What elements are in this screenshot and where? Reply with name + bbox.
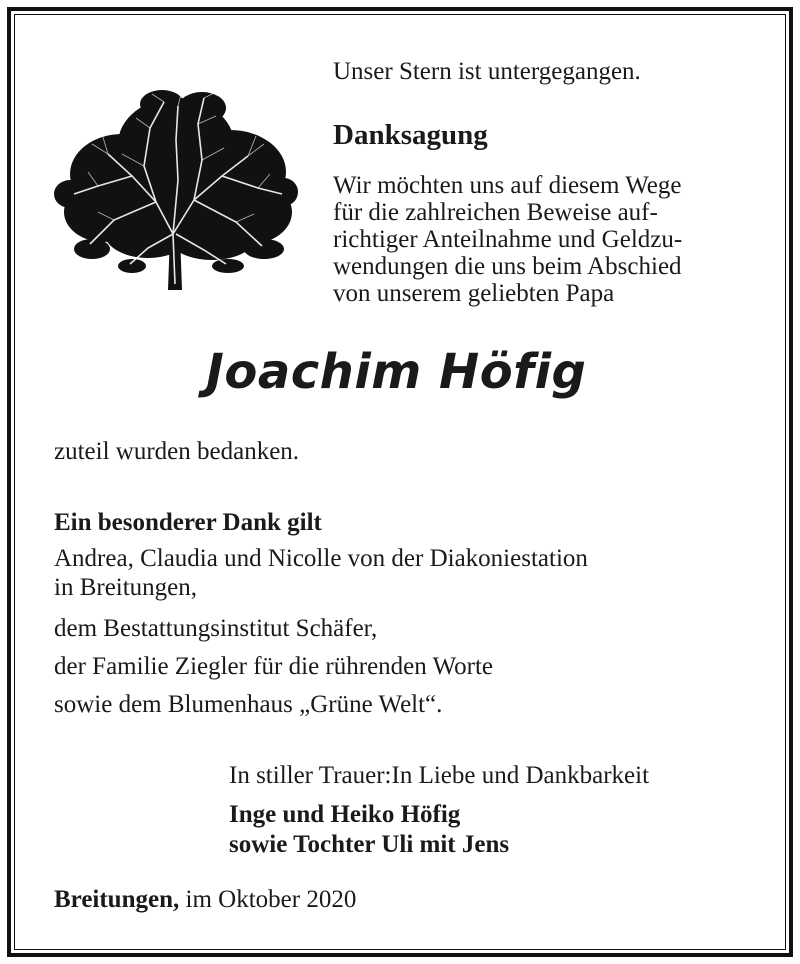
special-thanks-line: der Familie Ziegler für die rührenden Worte [54,653,494,680]
date: im Oktober 2020 [185,886,357,913]
thanks-line: Wir möchten uns auf diesem Wege [333,172,682,199]
place-date [54,884,356,915]
intro-text: Unser Stern ist untergegangen. [333,58,641,85]
thanks-line: für die zahlreichen Beweise auf- [333,199,658,226]
mourning-line: In stiller Trauer:In Liebe und Dankbarkeit [229,762,650,789]
deceased-name: Joachim Höfig [206,344,587,400]
place: Breitungen, [54,886,180,913]
signatory-line: sowie Tochter Uli mit Jens [229,831,510,858]
thanks-line: wendungen die uns beim Abschied [333,253,682,280]
tree-silhouette-icon [52,84,300,294]
thanks-line: richtiger Anteilnahme und Geldzu- [333,226,683,253]
special-thanks-line: dem Bestattungsinstitut Schäfer, [54,615,378,642]
signatory-line: Inge und Heiko Höfig [229,801,461,828]
special-thanks-line: in Breitungen, [54,574,198,601]
special-thanks-line: Andrea, Claudia und Nicolle von der Diakoniestation [54,545,588,572]
after-name-text: zuteil wurden bedanken. [54,438,300,465]
heading-danksagung: Danksagung [333,119,488,151]
special-thanks-heading: Ein besonderer Dank gilt [54,509,322,536]
thanks-line: von unserem geliebten Papa [333,280,615,307]
special-thanks-line: sowie dem Blumenhaus „Grüne Welt“. [54,691,443,718]
